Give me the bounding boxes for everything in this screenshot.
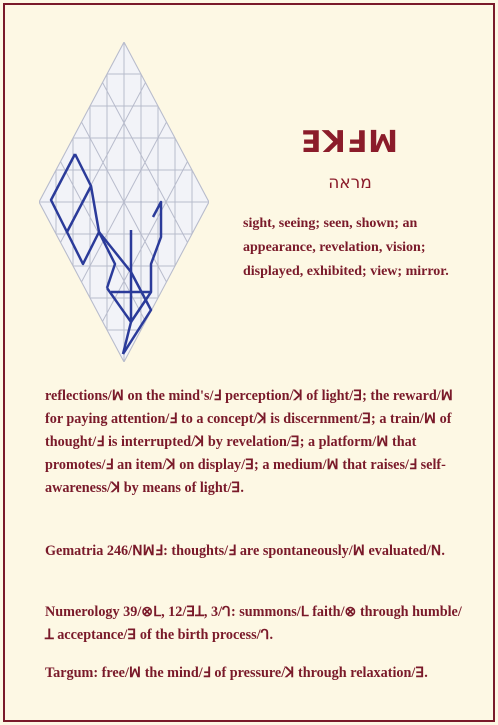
word-card xyxy=(3,3,495,722)
gematria-paragraph: Gematria 246/ꓠꟽꓞ: thoughts/ꓞ are spontaneously/ꟽ evaluated/ꓠ. xyxy=(45,543,445,559)
paleo-hebrew-word: ꓱꓘꓞꟽ xyxy=(300,125,400,160)
targum-paragraph: Targum: free/ꟽ the mind/ꓞ of pressure/ꓘ through relaxation/ꓱ. xyxy=(45,665,428,681)
interpretation-paragraph: reflections/ꟽ on the mind's/ꓞ perception/ꓘ of light/ꓱ; the reward/ꟽ for paying attention/ꓞ to a concept/ꓘ is discernment/ꓱ; a train/ꟽ of thought/ꓞ is interrupted/ꓘ by revelation/ꓱ; a platform/ꟽ that promotes/ꓞ an item/ꓘ on display/ꓱ; a medium/ꟽ that raises/ꓞ self-awareness/ꓘ by means of light/ꓱ. xyxy=(45,388,453,496)
numerology-paragraph: Numerology 39/⊗ᒪ, 12/ꓱꓕ, 3/ᒉ: summons/ᒪ faith/⊗ through humble/ꓕ acceptance/ꓱ of the birth process/ᒉ. xyxy=(45,604,462,643)
hebrew-word: מראה xyxy=(328,173,372,193)
word-definition: sight, seeing; seen, shown; an appearance, revelation, vision; displayed, exhibited; view; mirror. xyxy=(243,216,449,279)
letter-path-diagram xyxy=(39,42,209,362)
